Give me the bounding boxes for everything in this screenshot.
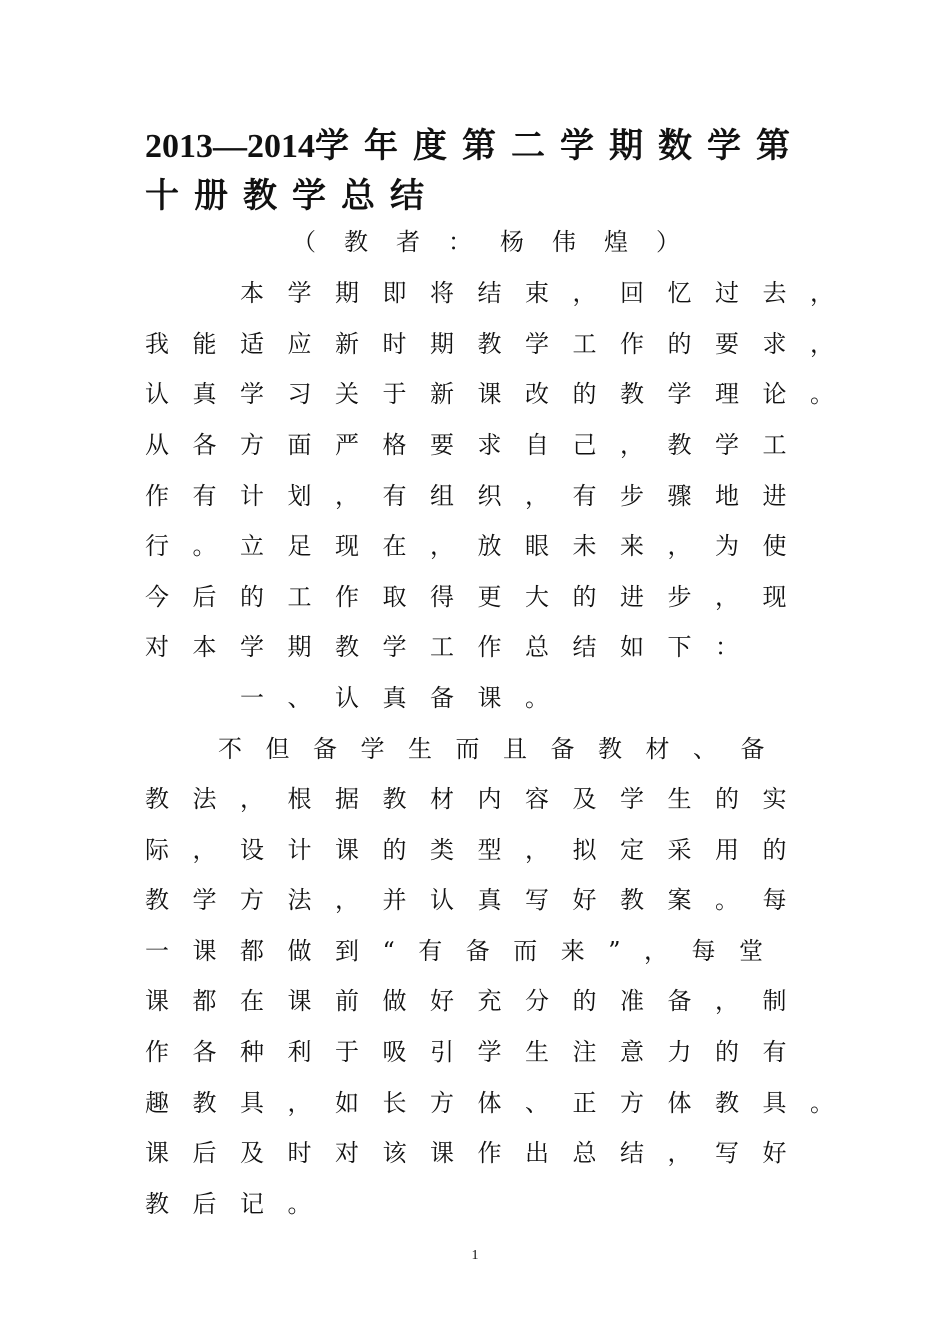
- author-line: （教者：杨伟煌）: [292, 228, 708, 256]
- document-title-line2: 十册教学总结: [145, 176, 439, 216]
- paragraph1-line7: 今后的工作取得更大的进步，现: [145, 583, 810, 611]
- paragraph1-line5: 作有计划，有组织，有步骤地进: [145, 482, 810, 510]
- paragraph1-line4: 从各方面严格要求自己，教学工: [145, 431, 810, 459]
- page-number: 1: [471, 1248, 479, 1263]
- paragraph2-line10: 教后记。: [145, 1190, 335, 1218]
- title-year-range: 2013—2014: [145, 128, 315, 165]
- paragraph2-line7: 作各种利于吸引学生注意力的有: [145, 1038, 810, 1066]
- paragraph2-line4: 教学方法，并认真写好教案。每: [145, 886, 810, 914]
- paragraph2-line3: 际，设计课的类型，拟定采用的: [145, 836, 810, 864]
- section1-heading: 一、认真备课。: [240, 684, 573, 712]
- paragraph1-line8: 对本学期教学工作总结如下：: [145, 633, 763, 661]
- title-text-part1: 学年度第二学期数学第: [315, 126, 805, 166]
- paragraph2-line2: 教法，根据教材内容及学生的实: [145, 785, 810, 813]
- paragraph2-line1: 不但备学生而且备教材、备: [218, 735, 788, 763]
- paragraph2-line5: 一课都做到“有备而来”，每堂: [145, 937, 787, 965]
- paragraph2-line6: 课都在课前做好充分的准备，制: [145, 987, 810, 1015]
- paragraph2-line9: 课后及时对该课作出总结，写好: [145, 1139, 810, 1167]
- paragraph2-line8: 趣教具，如长方体、正方体教具。: [145, 1089, 858, 1117]
- paragraph1-line6: 行。立足现在，放眼未来，为使: [145, 532, 810, 560]
- paragraph1-line1: 本学期即将结束，回忆过去，: [240, 279, 858, 307]
- document-title-line1: [145, 118, 805, 167]
- paragraph1-line2: 我能适应新时期教学工作的要求，: [145, 330, 858, 358]
- paragraph1-line3: 认真学习关于新课改的教学理论。: [145, 380, 858, 408]
